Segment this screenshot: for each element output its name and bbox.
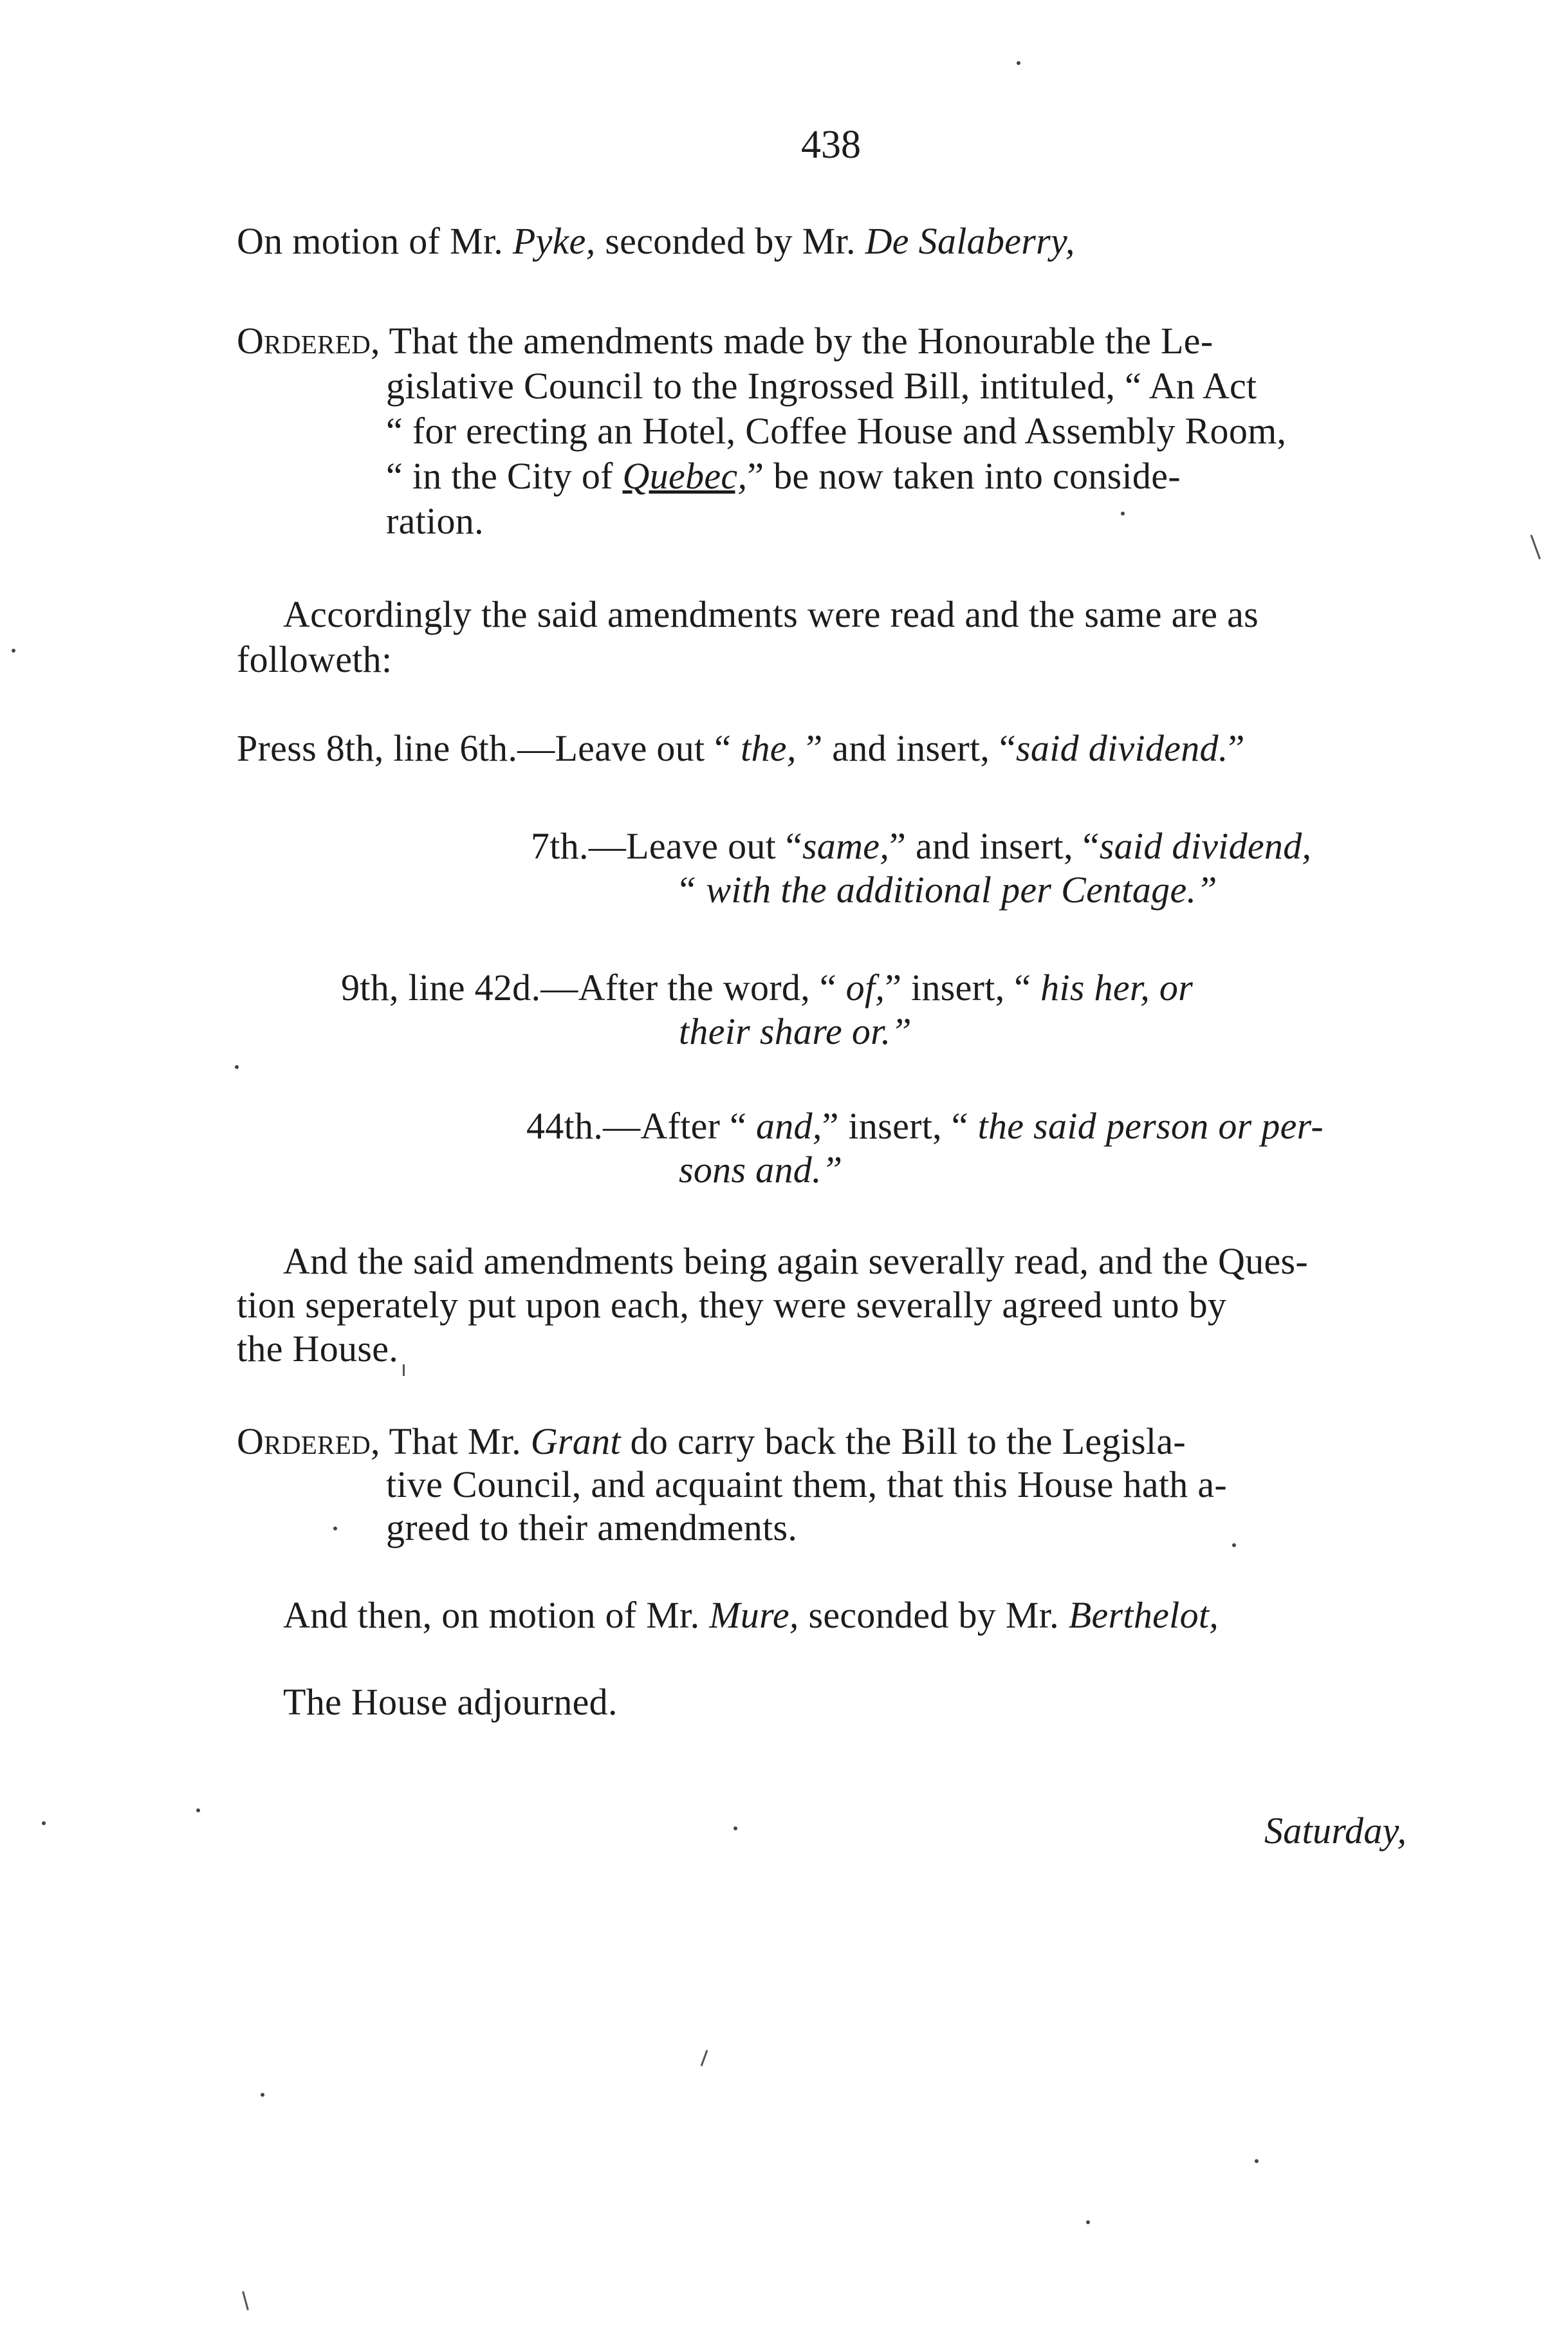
order-line-1: [237, 319, 1213, 364]
motion-line: [237, 219, 1075, 264]
amendment-2-text-a: 7th.—Leave out “: [531, 825, 802, 867]
adjourn-motion-text-a: And then, on motion of Mr.: [283, 1594, 710, 1636]
speck: [733, 1826, 737, 1830]
scan-mark: [1530, 535, 1541, 560]
amendment-4-word: and,: [755, 1105, 822, 1147]
amendment-4-insert: the said person or per-: [977, 1105, 1324, 1147]
speck: [1086, 2220, 1090, 2224]
amendment-3: [341, 965, 1193, 1010]
mure-name: Mure,: [709, 1594, 799, 1636]
amendment-2-line-2: “ with the additional per Centage.”: [676, 869, 1217, 911]
speck: [12, 649, 15, 653]
amendment-3-text-a: 9th, line 42d.—After the word, “: [341, 967, 846, 1008]
house-adjourned: The House adjourned.: [283, 1681, 618, 1723]
adjourn-motion-text-b: seconded by Mr.: [798, 1594, 1069, 1636]
scan-mark: [701, 2050, 708, 2066]
scan-mark: [403, 1364, 405, 1376]
seconder-text: seconded by Mr.: [595, 220, 865, 262]
ordered-label: Ordered,: [237, 320, 380, 362]
amendment-1: [237, 726, 1245, 771]
order-line-4: [386, 454, 1181, 499]
order2-text-b: do carry back the Bill to the Legisla-: [620, 1420, 1186, 1462]
order2-line-1: [237, 1419, 1186, 1464]
order-text-1: That the amendments made by the Honourable the Le-: [380, 320, 1213, 362]
grant-name: Grant: [530, 1420, 621, 1462]
ordered-label-2: Ordered,: [237, 1420, 380, 1462]
speck: [261, 2093, 264, 2097]
amendment-3-text-b: ” insert, “: [885, 967, 1041, 1008]
accordingly-line-1: Accordingly the said amendments were read and the same are as: [283, 593, 1259, 635]
speck: [42, 1821, 46, 1825]
amendment-1-close-quote: ”: [1228, 727, 1245, 769]
scan-mark: [242, 2291, 249, 2310]
amendment-1-leave-out: the,: [741, 727, 797, 769]
amendment-4: [526, 1104, 1324, 1149]
severally-line-2: tion seperately put upon each, they were severally agreed unto by: [237, 1284, 1227, 1326]
amendment-4-line-2: sons and.”: [679, 1149, 843, 1191]
berthelot-name: Berthelot,: [1068, 1594, 1219, 1636]
order2-line-2: tive Council, and acquaint them, that this House hath a-: [386, 1463, 1227, 1505]
amendment-3-line-2: their share or.”: [679, 1010, 912, 1052]
speck: [235, 1065, 239, 1069]
city-name: Quebec,: [622, 455, 748, 497]
amendment-2: [531, 824, 1311, 869]
amendment-3-insert: his her, or: [1040, 967, 1194, 1008]
amendment-1-insert: said dividend.: [1016, 727, 1228, 769]
seconder-name: De Salaberry,: [865, 220, 1075, 262]
order-line-5: ration.: [386, 500, 484, 542]
page-number: 438: [801, 123, 861, 167]
amendment-4-text-a: 44th.—After “: [526, 1105, 756, 1147]
order-line-2: gislative Council to the Ingrossed Bill, intituled, “ An Act: [386, 365, 1257, 407]
catchword: Saturday,: [1264, 1810, 1407, 1852]
mover-name: Pyke,: [512, 220, 596, 262]
accordingly-line-2: followeth:: [237, 638, 392, 680]
speck: [333, 1527, 337, 1530]
severally-line-1: And the said amendments being again severally read, and the Ques-: [283, 1240, 1309, 1282]
severally-line-3: the House.: [237, 1328, 399, 1370]
amendment-2-leave-out: same,: [802, 825, 890, 867]
amendment-1-text-b: ” and insert, “: [796, 727, 1017, 769]
speck: [1232, 1543, 1236, 1547]
speck: [1017, 61, 1020, 65]
speck: [1121, 512, 1125, 515]
amendment-3-word: of,: [845, 967, 885, 1008]
adjourn-motion: [283, 1593, 1219, 1638]
amendment-1-text-a: Press 8th, line 6th.—Leave out “: [237, 727, 741, 769]
order-line-3: “ for erecting an Hotel, Coffee House and Assembly Room,: [386, 410, 1287, 452]
motion-text: On motion of Mr.: [237, 220, 513, 262]
speck: [1255, 2159, 1259, 2163]
amendment-2-text-b: ” and insert, “: [889, 825, 1100, 867]
amendment-4-text-b: ” insert, “: [822, 1105, 978, 1147]
amendment-2-insert: said dividend,: [1099, 825, 1312, 867]
order-text-4b: ” be now taken into conside-: [747, 455, 1181, 497]
order2-text-a: That Mr.: [380, 1420, 531, 1462]
speck: [196, 1808, 200, 1812]
order-text-4a: “ in the City of: [386, 455, 623, 497]
order2-line-3: greed to their amendments.: [386, 1507, 798, 1548]
